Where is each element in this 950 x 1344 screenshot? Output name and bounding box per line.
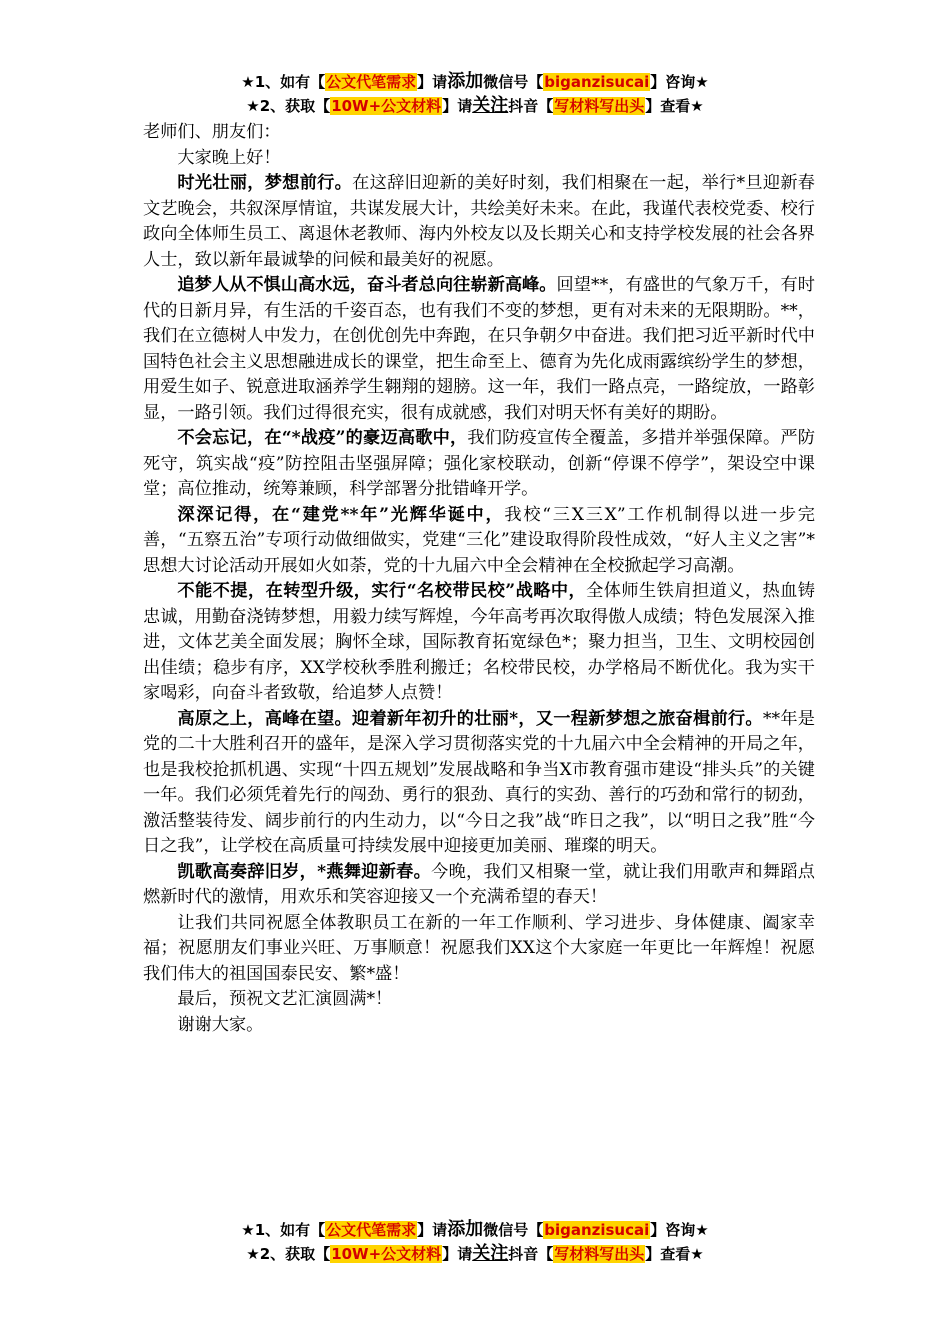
- salutation: 老师们、朋友们：: [143, 122, 281, 142]
- paragraph-text: 我校“三X三X”工作机制得以进一步完善，“五察五治”专项行动做细做实，党建“三化”建设取得阶段性成效，“好人主义之害”*思想大讨论活动开展如火如荼，党的十九届六中全会精神在全校掀起学习高潮。: [143, 504, 815, 576]
- banner-text: 微信号【: [483, 73, 544, 91]
- banner-text: 】查看★: [645, 1245, 704, 1263]
- paragraph: [143, 503, 815, 580]
- paragraph: [143, 860, 815, 911]
- paragraph-text: 今晚，我们又相聚一堂，就让我们用歌声和舞蹈点燃新时代的激情，用欢乐和笑容迎接又一个充满希望的春天！: [143, 861, 815, 907]
- closing: 谢谢大家。: [177, 1014, 264, 1035]
- ad-banner-top: [0, 70, 950, 118]
- highlight-douyin-account: 写材料写出头: [554, 97, 645, 115]
- paragraph-text: **年是党的二十大胜利召开的盛年，是深入学习贯彻落实党的十九届六中全会精神的开局之年，也是我校抢抓机遇、实现“十四五规划”发展战略和争当X市教育强市建设“排头兵”的关键一年。我们必须凭着先行的闯劲、勇行的狠劲、真行的实劲、善行的巧劲和常行的韧劲，激活整装待发、阔步前行的内生动力，以“今日之我”战“昨日之我”，以“明日之我”胜“今日之我”，让学校在高质量可持续发展中迎接更加美丽、璀璨的明天。: [143, 708, 815, 856]
- banner-text: 】请: [442, 97, 473, 115]
- banner-text: 】查看★: [645, 97, 704, 115]
- paragraph-lead: 不会忘记，在“*战疫”的豪迈高歌中，: [177, 428, 468, 448]
- paragraph-text: 回望**，有盛世的气象万千，有时代的日新月异，有生活的千姿百态，也有我们不变的梦想，更有对未来的无限期盼。**，我们在立德树人中发力，在创优创先中奔跑，在只争朝夕中奋进。我们把习近平新时代中国特色社会主义思想融进成长的课堂，把生命至上、德育为先化成雨露缤纷学生的梦想，用爱生如子、锐意进取涵养学生翱翔的翅膀。这一年，我们一路点亮，一路绽放，一路彰显，一路引领。我们过得很充实，很有成就感，我们对明天怀有美好的期盼。: [143, 275, 815, 423]
- banner-text: ★2、获取【: [246, 1245, 331, 1263]
- banner-emphasis: 关注: [472, 1243, 509, 1264]
- highlight-wechat-id: biganzisucai: [544, 73, 650, 91]
- banner-emphasis: 关注: [472, 95, 509, 116]
- banner-text: ★1、如有【: [241, 1221, 326, 1239]
- banner-text: 】咨询★: [650, 73, 709, 91]
- paragraph: [143, 171, 815, 273]
- banner-text: ★1、如有【: [241, 73, 326, 91]
- paragraph-lead: 深深记得，在“建党**年”光辉华诞中，: [177, 504, 505, 525]
- paragraph: [143, 273, 815, 426]
- highlight-materials: 10W+公文材料: [331, 1245, 442, 1263]
- greeting: 大家晚上好！: [177, 147, 281, 168]
- banner-line-1: [0, 1218, 950, 1242]
- highlight-materials: 10W+公文材料: [331, 97, 442, 115]
- highlight-douyin-account: 写材料写出头: [554, 1245, 645, 1263]
- banner-text: ★2、获取【: [246, 97, 331, 115]
- ad-banner-bottom: [0, 1218, 950, 1266]
- highlight-service: 公文代笔需求: [326, 1221, 417, 1239]
- paragraph-text: 在这辞旧迎新的美好时刻，我们相聚在一起，举行*旦迎新春文艺晚会，共叙深厚情谊，共谋发展大计，共绘美好未来。在此，我谨代表校党委、校行政向全体师生员工、离退休老教师、海内外校友以及长期关心和支持学校发展的社会各界人士，致以新年最诚挚的问候和最美好的祝愿。: [143, 173, 815, 270]
- paragraph: [143, 707, 815, 860]
- paragraph-lead: 凯歌高奏辞旧岁，*燕舞迎新春。: [177, 861, 432, 882]
- paragraph-lead: 时光壮丽，梦想前行。: [177, 173, 353, 193]
- paragraph: [143, 426, 815, 503]
- banner-text: 抖音【: [508, 97, 554, 115]
- banner-emphasis: 添加: [447, 71, 484, 92]
- highlight-service: 公文代笔需求: [326, 73, 417, 91]
- paragraph-text: 全体师生铁肩担道义，热血铸忠诚，用勤奋浇铸梦想，用毅力续写辉煌，今年高考再次取得傲人成绩；特色发展深入推进，文体艺美全面发展；胸怀全球，国际教育拓宽绿色*；聚力担当，卫生、文明校园创出佳绩；稳步有序，XX学校秋季胜利搬迁；名校带民校，办学格局不断优化。我为实干家喝彩，向奋斗者致敬，给追梦人点赞！: [143, 581, 815, 703]
- paragraph-lead: 高原之上，高峰在望。迎着新年初升的壮丽*，又一程新梦想之旅奋楫前行。: [177, 708, 763, 729]
- banner-text: 】请: [417, 1221, 448, 1239]
- banner-text: 抖音【: [508, 1245, 554, 1263]
- paragraph-lead: 不能不提，在转型升级，实行“名校带民校”战略中，: [177, 581, 587, 601]
- speech-body: [143, 120, 815, 1038]
- highlight-wechat-id: biganzisucai: [544, 1221, 650, 1239]
- banner-line-2: [0, 94, 950, 118]
- banner-line-1: [0, 70, 950, 94]
- paragraph-text: 我们防疫宣传全覆盖，多措并举强保障。严防死守，筑实战“疫”防控阻击坚强屏障；强化家校联动，创新“停课不停学”，架设空中课堂；高位推动，统筹兼顾，科学部署分批错峰开学。: [143, 428, 815, 499]
- paragraph: [143, 579, 815, 707]
- banner-line-2: [0, 1242, 950, 1266]
- paragraph-lead: 追梦人从不惧山高水远，奋斗者总向往崭新高峰。: [177, 275, 557, 295]
- banner-text: 】请: [442, 1245, 473, 1263]
- banner-text: 微信号【: [483, 1221, 544, 1239]
- banner-emphasis: 添加: [447, 1219, 484, 1240]
- paragraph: 让我们共同祝愿全体教职员工在新的一年工作顺利、学习进步、身体健康、阖家幸福；祝愿朋友们事业兴旺、万事顺意！祝愿我们XX这个大家庭一年更比一年辉煌！祝愿我们伟大的祖国国泰民安、繁*盛！: [143, 912, 815, 984]
- paragraph: 最后，预祝文艺汇演圆满*！: [177, 989, 393, 1009]
- banner-text: 】咨询★: [650, 1221, 709, 1239]
- banner-text: 】请: [417, 73, 448, 91]
